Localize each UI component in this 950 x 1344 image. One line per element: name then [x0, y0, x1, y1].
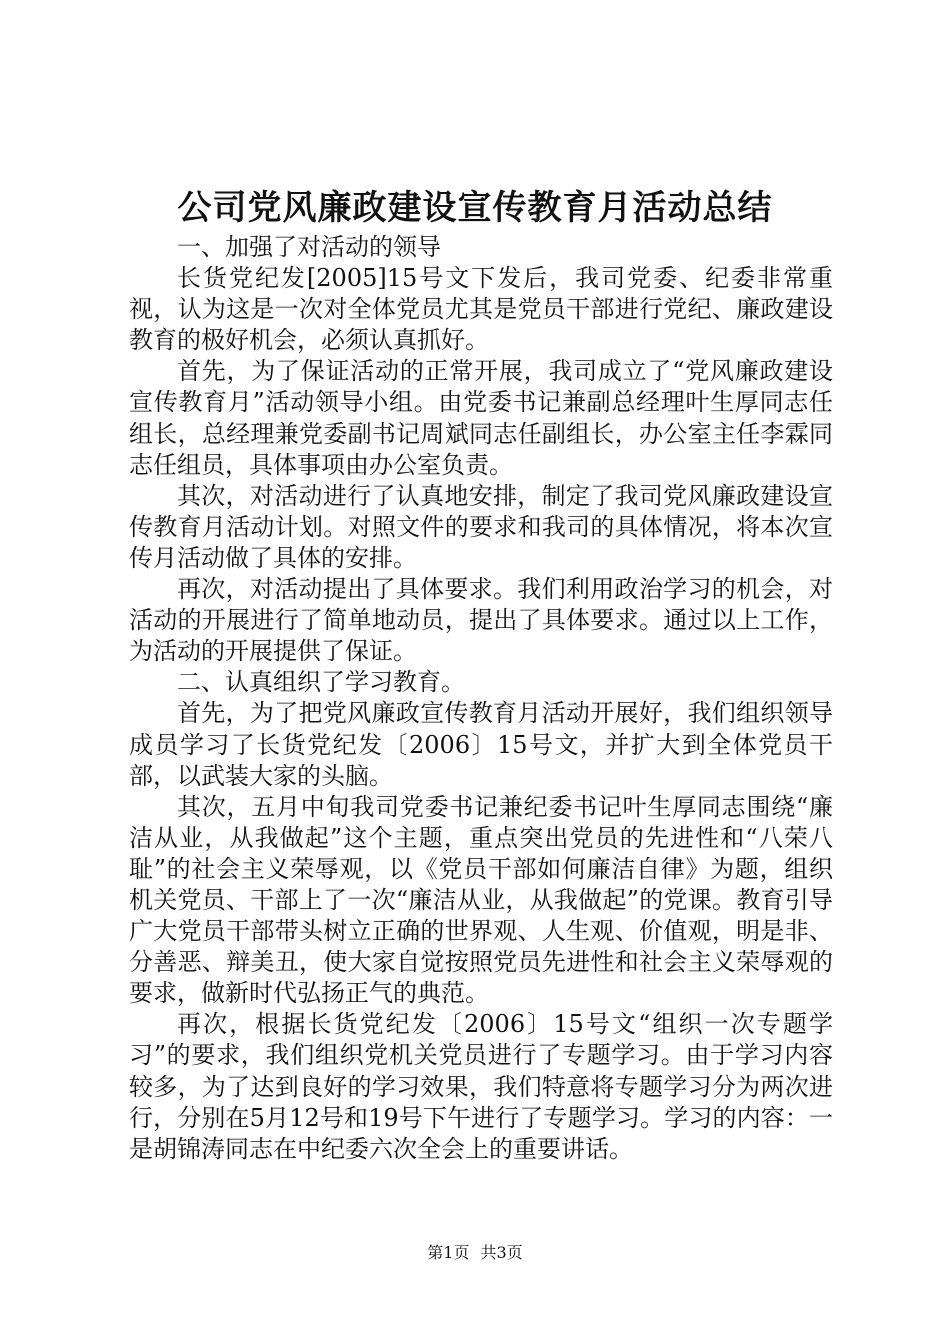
document-title: 公司党风廉政建设宣传教育月活动总结	[177, 188, 773, 228]
body-paragraph: 再次，对活动提出了具体要求。我们利用政治学习的机会，对活动的开展进行了简单地动员，提出了具体要求。通过以上工作，为活动的开展提供了保证。	[129, 575, 833, 666]
body-paragraph: 其次，对活动进行了认真地安排，制定了我司党风廉政建设宣传教育月活动计划。对照文件的要求和我司的具体情况，将本次宣传月活动做了具体的安排。	[129, 481, 833, 572]
body-paragraph: 长货党纪发[2005]15号文下发后，我司党委、纪委非常重视，认为这是一次对全体党员尤其是党员干部进行党纪、廉政建设教育的极好机会，必须认真抓好。	[129, 264, 833, 355]
section-heading: 二、认真组织了学习教育。	[177, 668, 465, 697]
page-total: 共3页	[480, 1243, 523, 1262]
body-paragraph: 其次，五月中旬我司党委书记兼纪委书记叶生厚同志围绕“廉洁从业，从我做起”这个主题，重点突出党员的先进性和“八荣八耻”的社会主义荣辱观，以《党员干部如何廉洁自律》为题，组织机关党员、干部上了一次“廉洁从业，从我做起”的党课。教育引导广大党员干部带头树立正确的世界观、人生观、价值观，明是非、分善恶、辩美丑，使大家自觉按照党员先进性和社会主义荣辱观的要求，做新时代弘扬正气的典范。	[129, 792, 833, 1008]
body-paragraph: 首先，为了把党风廉政宣传教育月活动开展好，我们组织领导成员学习了长货党纪发〔2006〕15号文，并扩大到全体党员干部，以武装大家的头脑。	[129, 699, 833, 790]
page-number: 第1页	[427, 1243, 470, 1262]
body-paragraph: 再次，根据长货党纪发〔2006〕15号文“组织一次专题学习”的要求，我们组织党机关党员进行了专题学习。由于学习内容较多，为了达到良好的学习效果，我们特意将专题学习分为两次进行，分别在5月12号和19号下午进行了专题学习。学习的内容：一是胡锦涛同志在中纪委六次全会上的重要讲话。	[129, 1010, 833, 1163]
body-paragraph: 首先，为了保证活动的正常开展，我司成立了“党风廉政建设宣传教育月”活动领导小组。由党委书记兼副总经理叶生厚同志任组长，总经理兼党委副书记周斌同志任副组长，办公室主任李霖同志任组员，具体事项由办公室负责。	[129, 357, 833, 479]
section-heading: 一、加强了对活动的领导	[177, 233, 441, 261]
page-footer	[0, 1242, 950, 1264]
document-body	[129, 232, 833, 1165]
